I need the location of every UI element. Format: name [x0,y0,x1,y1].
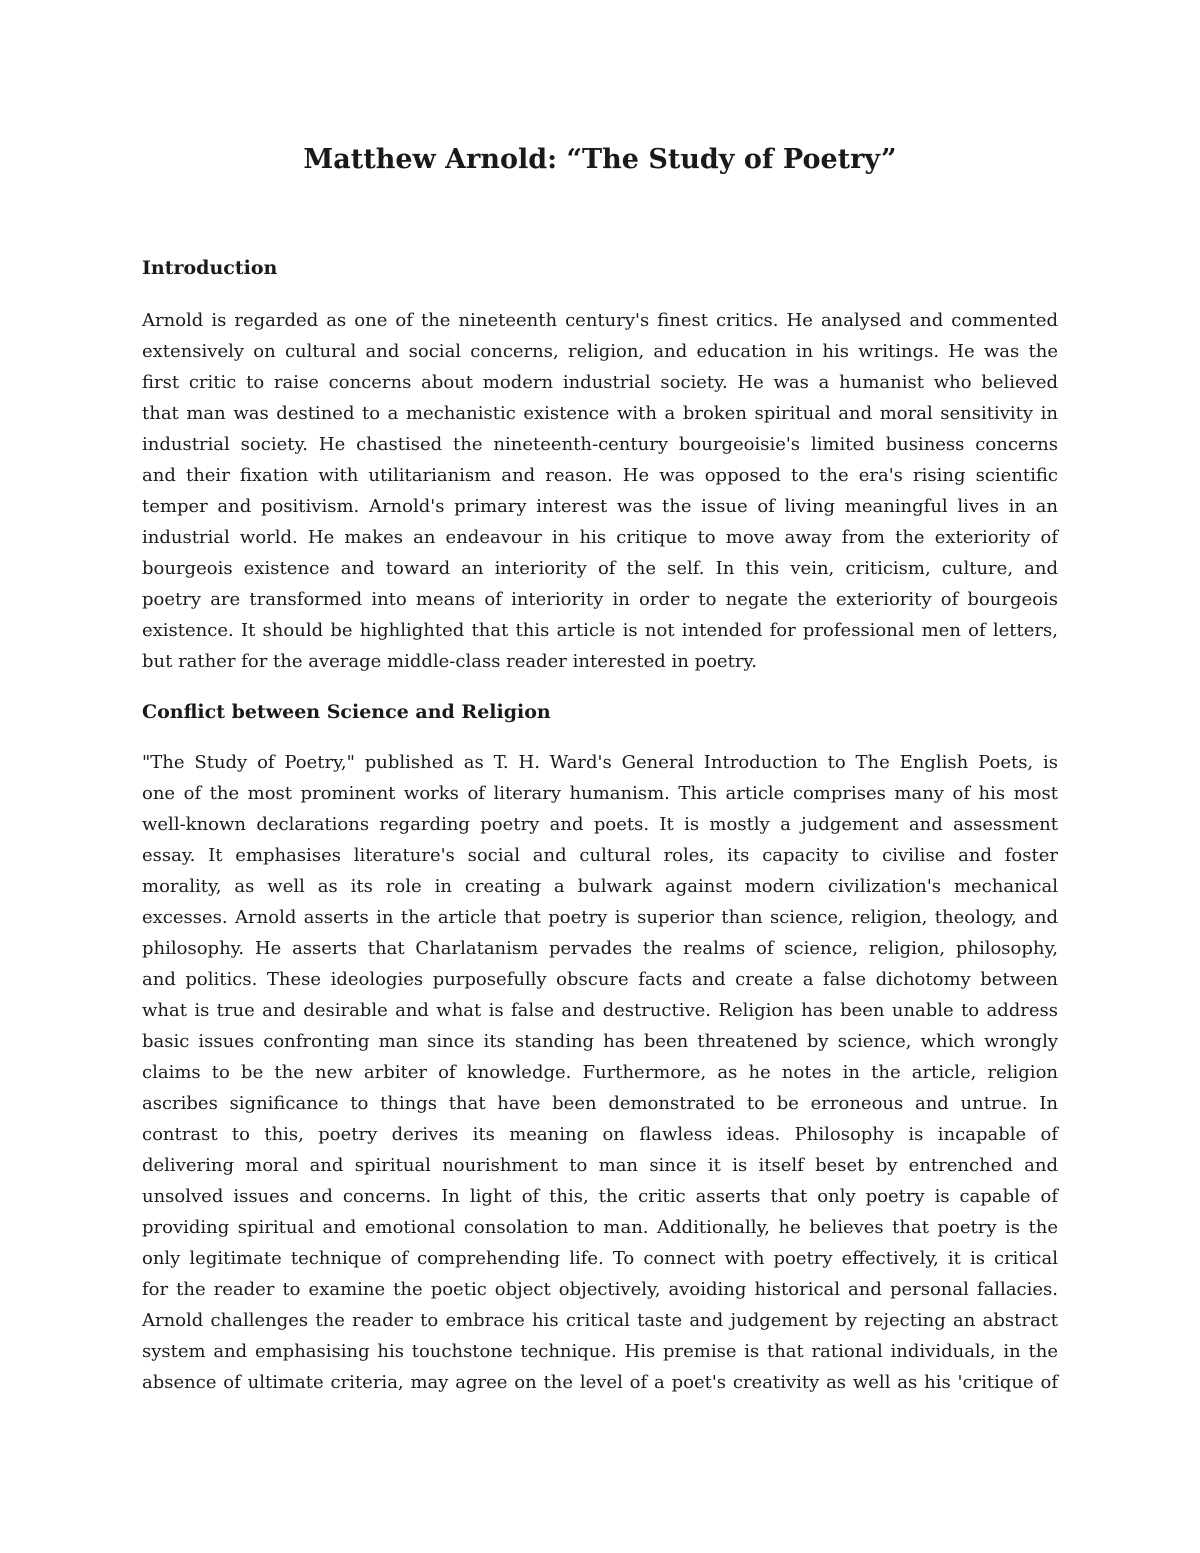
text-line: "The Study of Poetry," published as T. H. Ward's General Introduction to The English Poets, is [142,752,1058,773]
text-line: system and emphasising his touchstone technique. His premise is that rational individuals, in the [142,1341,1058,1362]
text-line: well-known declarations regarding poetry and poets. It is mostly a judgement and assessment [142,814,1058,835]
text-line: what is true and desirable and what is false and destructive. Religion has been unable to address [142,1000,1058,1021]
text-line: absence of ultimate criteria, may agree on the level of a poet's creativity as well as his 'critique of [142,1372,1058,1393]
text-line: basic issues confronting man since its standing has been threatened by science, which wrongly [142,1031,1058,1052]
text-line: extensively on cultural and social concerns, religion, and education in his writings. He was the [142,341,1058,362]
text-line: excesses. Arnold asserts in the article that poetry is superior than science, religion, theology, and [142,907,1058,928]
introduction-paragraph [142,305,1058,677]
text-line: unsolved issues and concerns. In light of this, the critic asserts that only poetry is capable of [142,1186,1058,1207]
text-line: industrial world. He makes an endeavour in his critique to move away from the exteriority of [142,527,1058,548]
text-line: that man was destined to a mechanistic existence with a broken spiritual and moral sensitivity in [142,403,1058,424]
text-line: claims to be the new arbiter of knowledge. Furthermore, as he notes in the article, religion [142,1062,1058,1083]
text-line: one of the most prominent works of literary humanism. This article comprises many of his most [142,783,1058,804]
text-line: Arnold challenges the reader to embrace his critical taste and judgement by rejecting an abstract [142,1310,1058,1331]
page-title: Matthew Arnold: “The Study of Poetry” [303,144,897,175]
text-line: philosophy. He asserts that Charlatanism pervades the realms of science, religion, philosophy, [142,938,1058,959]
text-line: and politics. These ideologies purposefully obscure facts and create a false dichotomy between [142,969,1058,990]
text-line: contrast to this, poetry derives its meaning on flawless ideas. Philosophy is incapable of [142,1124,1058,1145]
text-line: first critic to raise concerns about modern industrial society. He was a humanist who believed [142,372,1058,393]
text-line: poetry are transformed into means of interiority in order to negate the exteriority of bourgeois [142,589,1058,610]
text-line: morality, as well as its role in creating a bulwark against modern civilization's mechanical [142,876,1058,897]
text-line: industrial society. He chastised the nineteenth-century bourgeoisie's limited business concerns [142,434,1058,455]
text-line: only legitimate technique of comprehending life. To connect with poetry effectively, it is critical [142,1248,1058,1269]
section-heading-conflict: Conflict between Science and Religion [142,701,551,723]
text-line: existence. It should be highlighted that this article is not intended for professional men of letters, [142,620,1058,641]
text-line: and their fixation with utilitarianism and reason. He was opposed to the era's rising scientific [142,465,1058,486]
text-line: bourgeois existence and toward an interiority of the self. In this vein, criticism, culture, and [142,558,1058,579]
section-heading-introduction: Introduction [142,257,278,279]
text-line: ascribes significance to things that have been demonstrated to be erroneous and untrue. In [142,1093,1058,1114]
text-line: for the reader to examine the poetic object objectively, avoiding historical and personal fallacies. [142,1279,1058,1300]
text-line: essay. It emphasises literature's social and cultural roles, its capacity to civilise and foster [142,845,1058,866]
text-line: temper and positivism. Arnold's primary interest was the issue of living meaningful lives in an [142,496,1058,517]
text-line: Arnold is regarded as one of the nineteenth century's finest critics. He analysed and commented [142,310,1058,331]
text-line: but rather for the average middle-class reader interested in poetry. [142,651,757,672]
text-line: providing spiritual and emotional consolation to man. Additionally, he believes that poetry is the [142,1217,1058,1238]
conflict-paragraph [142,747,1058,1398]
text-line: delivering moral and spiritual nourishment to man since it is itself beset by entrenched and [142,1155,1058,1176]
